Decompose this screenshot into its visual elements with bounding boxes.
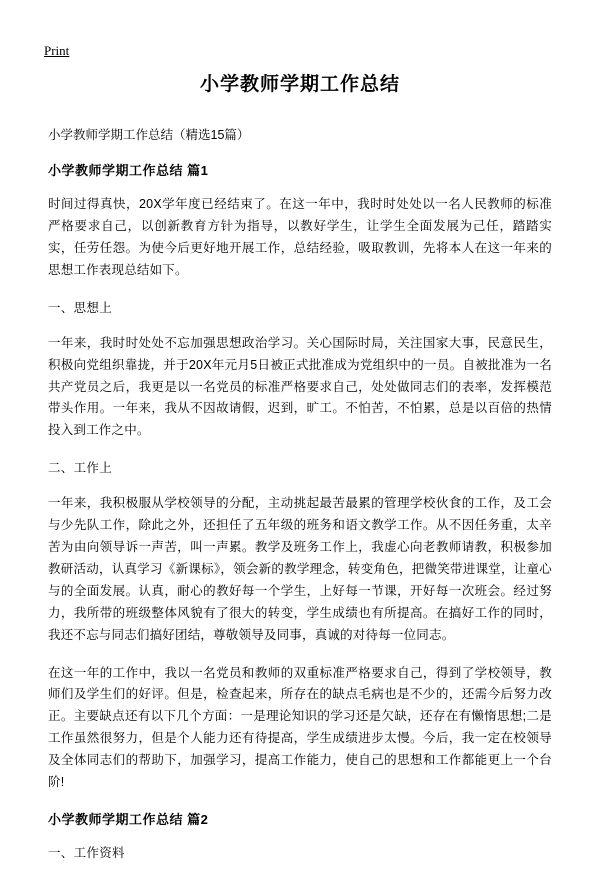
document-subtitle: 小学教师学期工作总结（精选15篇） [48,127,250,142]
paragraph: 一年来，我时时处处不忘加强思想政治学习。关心国际时局，关注国家大事，民意民生，积极向党组织靠拢，并于20X年元月5日被正式批准成为党组织中的一员。自被批准为一名共产党员之后，我更是以一名党员的标准严格要求自己，处处做同志们的表率，发挥模范带头作用。一年来，我从不因故请假，迟到，旷工。不怕苦，不怕累，总是以百倍的热情投入到工作之中。 [48,335,552,438]
section-heading: 小学教师学期工作总结 篇1 [48,162,209,178]
sub-heading: 一、工作资料 [48,846,125,861]
paragraph: 时间过得真快，20X学年度已经结束了。在这一年中，我时时处处以一名人民教师的标准严格要求自己，以创新教育方针为指导，以教好学生，让学生全面发展为己任，踏踏实实，任劳任怨。为使今后更好地开展工作，总结经验，吸取教训，先将本人在这一年来的思想工作表现总结如下。 [48,197,552,277]
page-title: 小学教师学期工作总结 [199,74,400,95]
sub-heading: 二、工作上 [48,461,113,476]
print-link[interactable]: Print [44,43,70,58]
sub-heading: 一、思想上 [48,300,113,315]
document-content [48,72,552,879]
document-body [48,161,552,865]
paragraph: 一年来，我积极服从学校领导的分配，主动挑起最苦最累的管理学校伙食的工作，及工会与少先队工作，除此之外，还担任了五年级的班务和语文教学工作。从不因任务重，太辛苦为由向领导诉一声苦，叫一声累。教学及班务工作上，我虚心向老教师请教，积极参加教研活动，认真学习《新课标》，领会新的教学理念，转变角色，把微笑带进课堂，让童心与的全面发展。认真，耐心的教好每一个学生，上好每一节课，开好每一次班会。经过努力，我所带的班级整体风貌有了很大的转变，学生成绩也有所提高。在搞好工作的同时，我还不忘与同志们搞好团结，尊敬领导及同事，真诚的对待每一位同志。 [48,496,552,642]
section-heading: 小学教师学期工作总结 篇2 [48,811,209,827]
paragraph: 在这一年的工作中，我以一名党员和教师的双重标准严格要求自己，得到了学校领导，教师们及学生们的好评。但是，检查起来，所存在的缺点毛病也是不少的，还需今后努力改正。主要缺点还有以下几个方面：一是理论知识的学习还是欠缺，还存在有懒惰思想;二是工作虽然很努力，但是个人能力还有待提高，学生成绩进步太慢。今后，我一定在校领导及全体同志们的帮助下，加强学习，提高工作能力，使自己的思想和工作都能更上一个台阶! [48,665,552,789]
